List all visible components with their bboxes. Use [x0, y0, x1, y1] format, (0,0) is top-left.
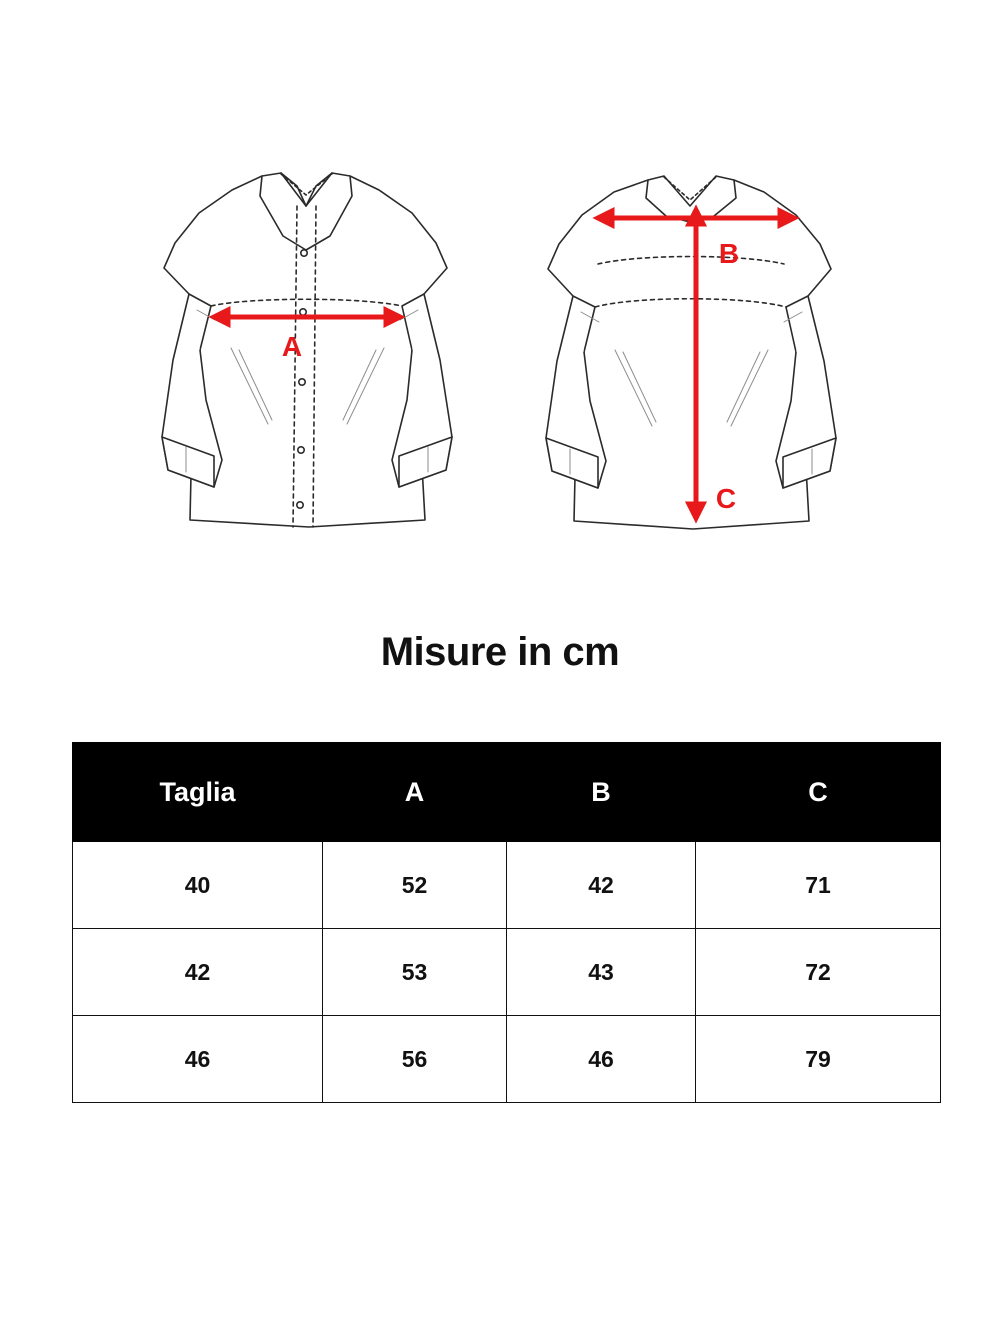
cell-a: 53: [323, 929, 507, 1016]
cell-a: 56: [323, 1016, 507, 1103]
table-header-row: [73, 743, 941, 842]
back-shirt-illustration: [546, 176, 836, 529]
cell-a: 52: [323, 842, 507, 929]
garment-diagram: [0, 0, 1000, 600]
measure-label-c: C: [715, 483, 737, 514]
measure-label-a: A: [281, 331, 303, 362]
cell-c: 72: [696, 929, 941, 1016]
cell-c: 71: [696, 842, 941, 929]
header-taglia: Taglia: [73, 743, 323, 842]
cell-c: 79: [696, 1016, 941, 1103]
cell-b: 46: [507, 1016, 696, 1103]
size-table: [72, 742, 941, 1103]
cell-b: 43: [507, 929, 696, 1016]
size-table-wrapper: [72, 742, 928, 1103]
cell-taglia: 40: [73, 842, 323, 929]
measure-label-b: B: [718, 238, 740, 269]
table-row: [73, 842, 941, 929]
table-row: [73, 929, 941, 1016]
header-a: A: [323, 743, 507, 842]
table-row: [73, 1016, 941, 1103]
header-b: B: [507, 743, 696, 842]
cell-taglia: 46: [73, 1016, 323, 1103]
cell-b: 42: [507, 842, 696, 929]
header-c: C: [696, 743, 941, 842]
cell-taglia: 42: [73, 929, 323, 1016]
front-shirt-illustration: [162, 173, 452, 527]
page-title: Misure in cm: [380, 630, 620, 674]
